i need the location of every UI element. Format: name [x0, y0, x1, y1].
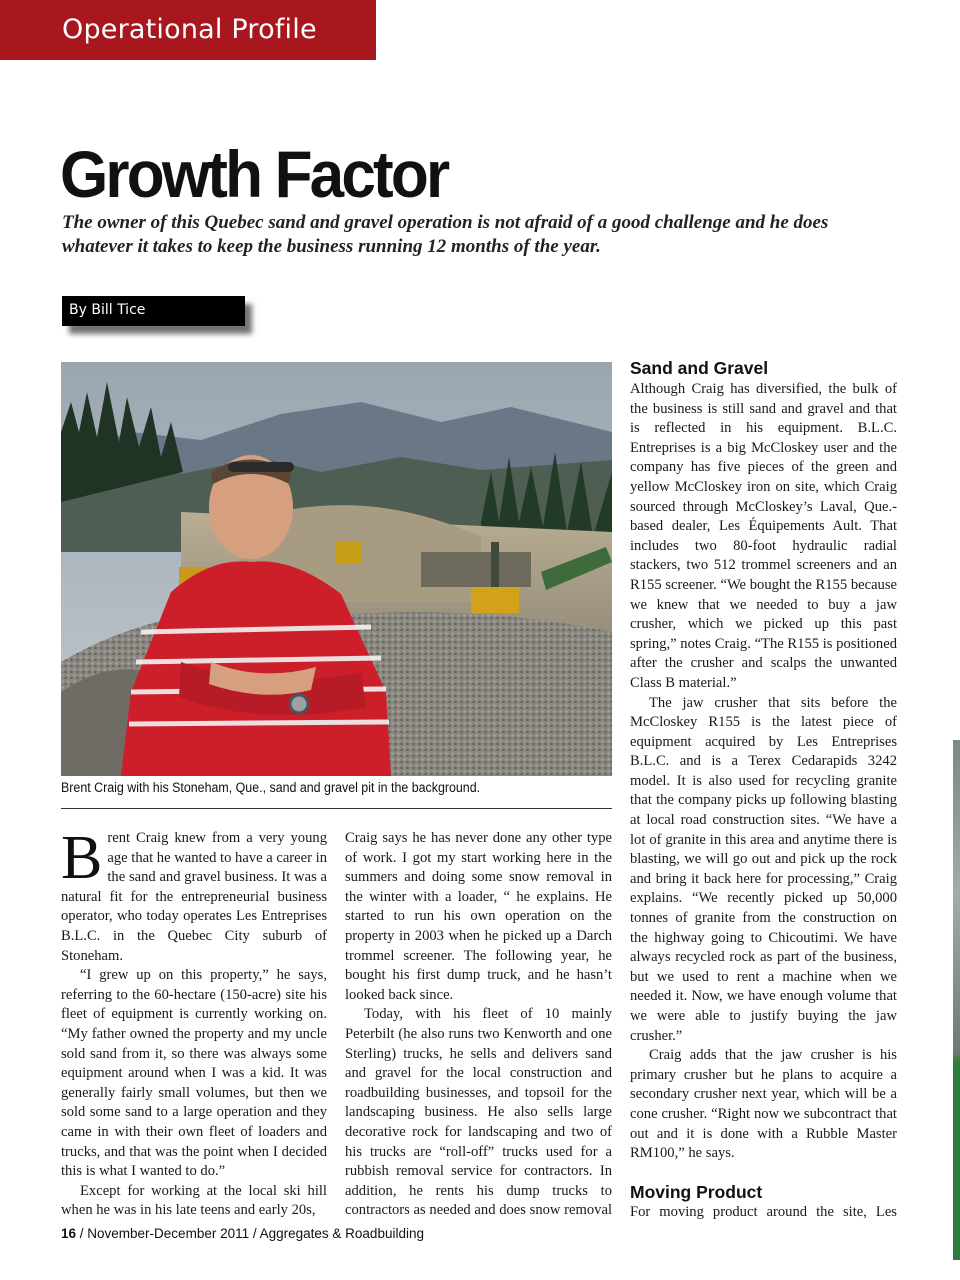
byline: By Bill Tice — [62, 296, 245, 326]
footer-publication: / November-December 2011 / Aggregates & Roadbuilding — [76, 1226, 424, 1241]
paragraph: Except for working at the local ski hill when he was in his late teens and early 20s, — [61, 1182, 327, 1219]
paragraph: The jaw crusher that sits before the McCloskey R155 is the latest piece of equipment acquired by Les Entreprises B.L.C. and is a Terex Cedarapids 3242 model. It is also used for recycling granite that the company picks up following blasting at local road construction sites. “We have a lot of granite in this area and anytime there is blasting, we will go out and pick up the rock and bring it back here for processing,” Craig explains. “We recently picked up 50,000 tonnes of granite from the construction on the highway going to Chicoutimi. We have always recycled rock as part of the business, but we used to rent a machine when we needed it. Now, we have enough volume that we were able to justify buying the jaw crusher.” — [630, 694, 897, 1044]
article-headline: Growth Factor — [60, 137, 448, 211]
paragraph: Craig says he has never done any other type of work. I got my start working here in the summers and doing some snow removal in the winter with a loader, “ he explains. He started to run his own operation on the property in 2003 when he picked up a Darch trommel screener. The following year, he bought his first dump truck, and he hasn’t looked back since. — [345, 830, 612, 1003]
section-label: Operational Profile — [0, 0, 376, 60]
paragraph: Although Craig has diversified, the bulk of the business is still sand and gravel and that is reflected in his equipment. B.L.C. Entreprises is a big McCloskey user and the company has five pieces of the green and yellow McCloskey iron on site, which Craig sourced through McCloskey’s Laval, Que.-based dealer, Les Équipements Ault. That includes two 80-foot hydraulic radial stackers, two 512 trommel screeners and an R155 screener. “We bought the R155 because we knew that we needed to buy a jaw crusher, which we picked up this past spring,” notes Craig. “The R155 is positioned after the crusher and scalps the unwanted Class B material.” — [630, 381, 897, 691]
facing-page-edge — [953, 740, 960, 1260]
feature-photo — [61, 362, 612, 776]
drop-cap: B — [61, 829, 103, 892]
paragraph: For moving product around the site, Les — [630, 1203, 897, 1220]
body-column-3 — [630, 380, 897, 1221]
article-deck: The owner of this Quebec sand and gravel operation is not afraid of a good challenge and he does whatever it takes to keep the business running 12 months of the year. — [62, 212, 829, 257]
subhead-moving-product: Moving Product — [630, 1181, 763, 1202]
body-column-2 — [345, 829, 612, 1221]
paragraph: Today, with his fleet of 10 mainly Peterbilt (he also runs two Kenworth and one Sterling) trucks, he sells and delivers sand and gravel for the local construction and roadbuilding businesses, and topsoil for the landscaping business. He also sells large decorative rock for landscaping and two of his trucks are “roll-off” trucks used for a rubbish removal service for contractors. In addition, he rents his dump trucks to contractors as needed and does snow removal — [345, 1006, 612, 1219]
paragraph: “I grew up on this property,” he says, referring to the 60-hectare (150-acre) site his fleet of equipment is currently working on. “My father owned the property and my uncle sold sand from it, so there was always some equipment around when I was a kid. It was generally fairly small volumes, but then we sold some sand to a large operation and they came in with their own fleet of loaders and trucks, and that was the point when I decided this is what I wanted to do.” — [61, 967, 327, 1180]
photo-caption: Brent Craig with his Stoneham, Que., sand and gravel pit in the background. — [61, 780, 481, 795]
caption-divider — [61, 808, 612, 809]
subhead-sand-and-gravel: Sand and Gravel — [630, 358, 769, 378]
body-column-1 — [61, 829, 327, 1221]
paragraph: Craig adds that the jaw crusher is his primary crusher but he plans to acquire a secondary crusher next year, which will be a cone crusher. “Right now we subcontract that out and it is done with a Rubble Master RM100,” he says. — [630, 1047, 897, 1162]
page-footer — [61, 1226, 424, 1241]
photo-illustration — [61, 362, 612, 776]
paragraph-text: rent Craig knew from a very young age that he wanted to have a career in the sand and gravel business. It was a natural fit for the entrepreneurial business operator, who today operates Les Entreprises B.L.C. in the Quebec City suburb of Stoneham. — [61, 830, 327, 964]
paragraph — [61, 829, 327, 966]
page-number: 16 — [61, 1226, 77, 1241]
